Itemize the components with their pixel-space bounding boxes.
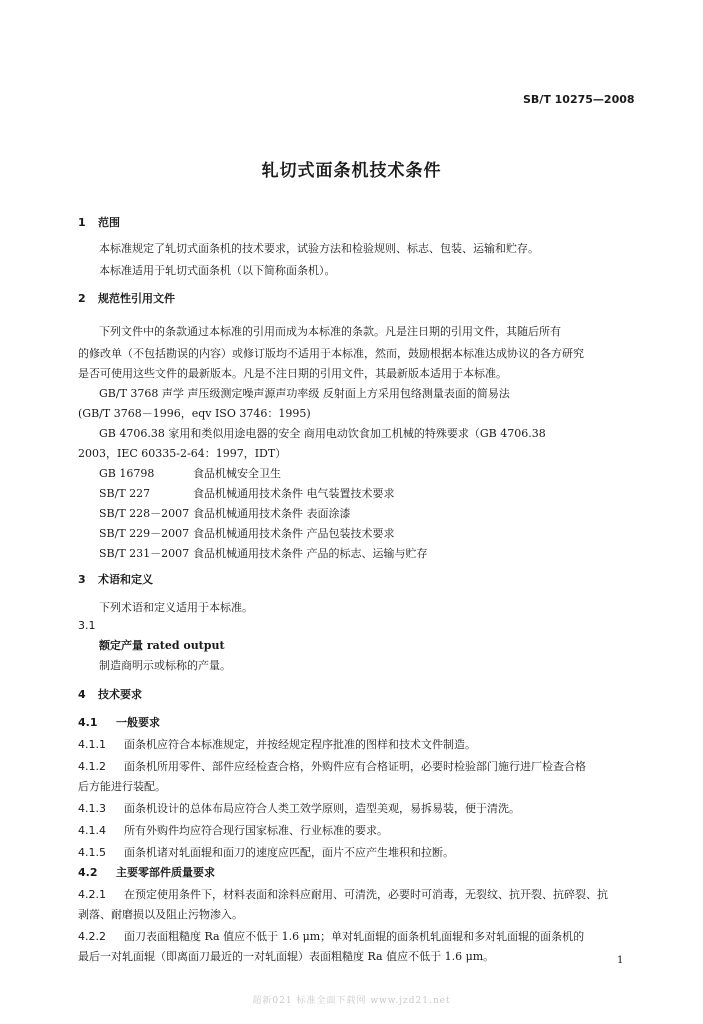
paragraph: 下列文件中的条款通过本标准的引用而成为本标准的条款。凡是注日期的引用文件，其随后所有	[99, 325, 561, 338]
subsection-title: 一般要求	[116, 716, 160, 729]
reference-code: SB/T 231－2007	[99, 547, 190, 560]
section-number: 2	[78, 292, 86, 305]
term-definition: 制造商明示或标称的产量。	[99, 659, 231, 672]
reference-item: GB/T 3768 声学 声压级测定噪声源声功率级 反射面上方采用包络测量表面的简易法	[99, 387, 510, 400]
reference-title: 食品机械通用技术条件 产品的标志、运输与贮存	[193, 547, 428, 560]
reference-code: SB/T 229－2007	[99, 527, 190, 540]
document-title: 轧切式面条机技术条件	[261, 161, 442, 181]
reference-item	[99, 505, 351, 521]
clause-number: 4.2.1	[78, 888, 106, 901]
clause-cont: 最后一对轧面辊（即离面刀最近的一对轧面辊）表面粗糙度 Ra 值应不低于 1.6 μm。	[78, 950, 495, 963]
paragraph: 下列术语和定义适用于本标准。	[99, 601, 253, 614]
clause-number: 4.1.1	[78, 738, 106, 751]
clause-cont: 后方能进行装配。	[78, 780, 166, 793]
clause-text: 所有外购件均应符合现行国家标准、行业标准的要求。	[124, 824, 388, 837]
section-title: 术语和定义	[98, 573, 153, 586]
section-3-heading	[78, 571, 153, 587]
reference-title: 食品机械通用技术条件 产品包装技术要求	[193, 527, 395, 540]
reference-item	[99, 525, 395, 541]
clause-text: 面条机应符合本标准规定，并按经规定程序批准的图样和技术文件制造。	[124, 738, 476, 751]
subsection-4-1-heading	[78, 714, 160, 730]
reference-code: SB/T 228－2007	[99, 507, 190, 520]
clause	[78, 736, 476, 752]
clause-text: 在预定使用条件下，材料表面和涂料应耐用、可清洗，必要时可消毒，无裂纹、抗开裂、抗碎裂、抗	[124, 888, 608, 901]
section-1-heading	[78, 214, 120, 230]
section-number: 3	[78, 573, 86, 586]
reference-item	[99, 465, 281, 481]
paragraph: 本标准适用于轧切式面条机（以下简称面条机）。	[99, 264, 336, 277]
clause	[78, 844, 454, 860]
reference-code: SB/T 227	[99, 487, 151, 500]
subsection-number: 4.2	[78, 866, 98, 879]
clause-number: 4.1.3	[78, 802, 106, 815]
subsection-number: 4.1	[78, 716, 98, 729]
clause-number: 4.1.5	[78, 846, 106, 859]
section-4-heading	[78, 686, 142, 702]
clause	[78, 928, 584, 944]
clause-text: 面条机设计的总体布局应符合人类工效学原则，造型美观，易拆易装，便于清洗。	[124, 802, 520, 815]
section-number: 4	[78, 688, 86, 701]
clause-number: 4.2.2	[78, 930, 106, 943]
paragraph: 本标准规定了轧切式面条机的技术要求，试验方法和检验规则、标志、包装、运输和贮存。	[99, 242, 539, 255]
section-title: 范围	[98, 216, 120, 229]
page-number: 1	[617, 955, 624, 966]
clause	[78, 758, 586, 774]
reference-item	[99, 485, 395, 501]
paragraph: 的修改单（不包括勘误的内容）或修订版均不适用于本标准，然而，鼓励根据本标准达成协议的各方研究	[78, 347, 584, 360]
subsection-title: 主要零部件质量要求	[116, 866, 215, 879]
section-number: 1	[78, 216, 86, 229]
reference-item	[99, 545, 428, 561]
reference-code: GB 16798	[99, 467, 155, 480]
watermark-footer: 超新021 标准全面下载网 www.jzd21.net	[252, 996, 451, 1006]
clause	[78, 886, 608, 902]
clause-text: 面刀表面粗糙度 Ra 值应不低于 1.6 μm；单对轧面辊的面条机轧面辊和多对轧面辊的面条机的	[124, 930, 585, 943]
subsection-4-2-heading	[78, 864, 215, 880]
clause-number: 4.1.4	[78, 824, 106, 837]
clause-number: 4.1.2	[78, 760, 106, 773]
section-title: 技术要求	[98, 688, 142, 701]
clause-text: 面条机所用零件、部件应经检查合格，外购件应有合格证明，必要时检验部门施行进厂检查合格	[124, 760, 586, 773]
paragraph: 是否可使用这些文件的最新版本。凡是不注日期的引用文件，其最新版本适用于本标准。	[78, 367, 507, 380]
standard-code-header: SB/T 10275—2008	[523, 93, 635, 106]
term-name: 额定产量 rated output	[99, 639, 225, 652]
clause	[78, 800, 520, 816]
reference-title: 食品机械安全卫生	[193, 467, 281, 480]
clause	[78, 822, 388, 838]
reference-item: GB 4706.38 家用和类似用途电器的安全 商用电动饮食加工机械的特殊要求（GB 4706.38	[99, 427, 546, 440]
section-title: 规范性引用文件	[98, 292, 175, 305]
term-number: 3.1	[78, 619, 96, 632]
section-2-heading	[78, 290, 175, 306]
clause-cont: 剥落、耐磨损以及阻止污物渗入。	[78, 908, 243, 921]
reference-title: 食品机械通用技术条件 电气装置技术要求	[193, 487, 395, 500]
reference-title: 食品机械通用技术条件 表面涂漆	[193, 507, 351, 520]
clause-text: 面条机诸对轧面辊和面刀的速度应匹配，面片不应产生堆积和拉断。	[124, 846, 454, 859]
reference-item-cont: 2003，IEC 60335-2-64：1997，IDT）	[78, 447, 287, 460]
reference-item-cont: (GB/T 3768－1996，eqv ISO 3746：1995)	[78, 407, 311, 420]
